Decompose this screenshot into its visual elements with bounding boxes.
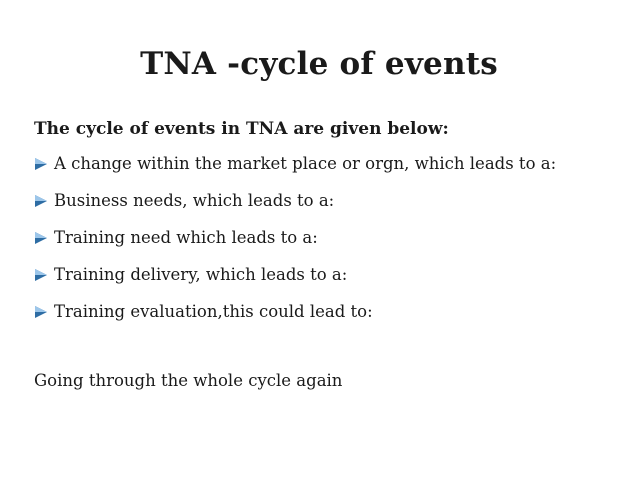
bullet-list	[32, 152, 556, 337]
bullet-text: Training need which leads to a:	[54, 228, 318, 247]
intro-text: The cycle of events in TNA are given below:	[34, 119, 449, 139]
bullet-item-2	[32, 189, 556, 226]
closing-text: Going through the whole cycle again	[34, 371, 343, 390]
slide-title: TNA -cycle of events	[140, 46, 498, 82]
bullet-item-4	[32, 263, 556, 300]
bullet-text: A change within the market place or orgn, which leads to a:	[54, 154, 557, 173]
bullet-text: Training delivery, which leads to a:	[54, 265, 348, 284]
bullet-item-1	[32, 152, 556, 189]
bullet-text: Training evaluation,this could lead to:	[54, 302, 373, 321]
bullet-item-5	[32, 300, 556, 337]
arrow-bullet-icon	[34, 231, 48, 245]
arrow-bullet-icon	[34, 157, 48, 171]
arrow-bullet-icon	[34, 268, 48, 282]
bullet-text: Business needs, which leads to a:	[54, 191, 335, 210]
arrow-bullet-icon	[34, 305, 48, 319]
arrow-bullet-icon	[34, 194, 48, 208]
bullet-item-3	[32, 226, 556, 263]
